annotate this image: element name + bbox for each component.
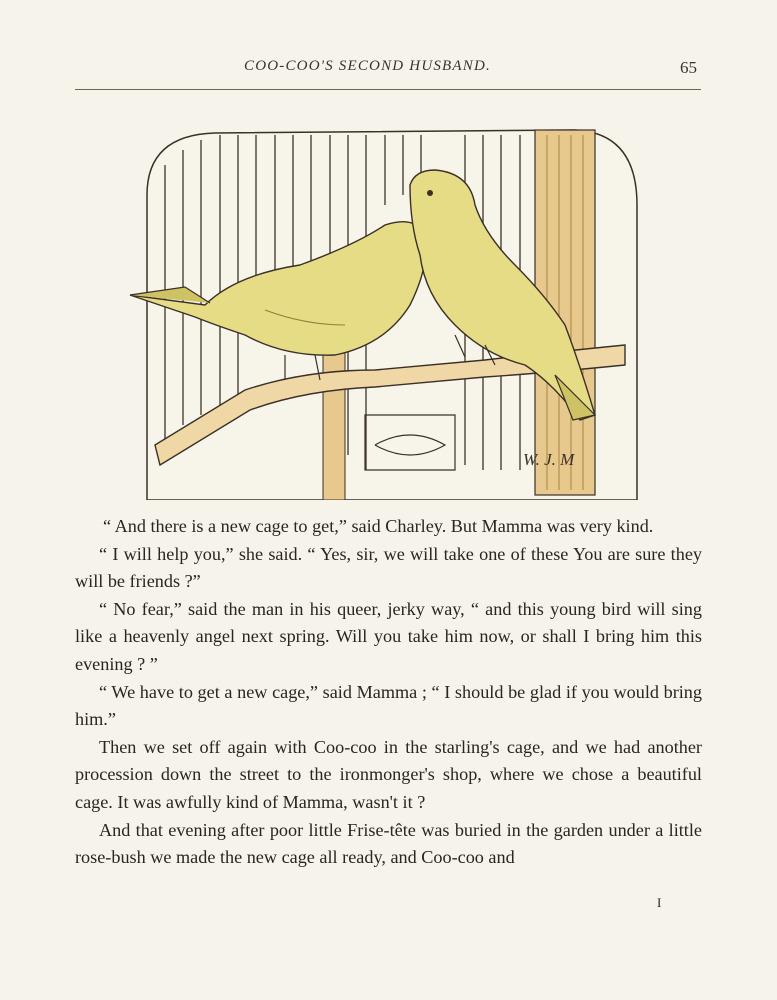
running-title: COO-COO'S SECOND HUSBAND. bbox=[244, 58, 491, 74]
header-rule bbox=[75, 89, 701, 90]
paragraph: “ And there is a new cage to get,” said Charley. But Mamma was very kind. bbox=[103, 516, 654, 536]
paragraph: Then we set off again with Coo-coo in the starling's cage, and we had another procession down the street to the ironmonger's shop, where we chose a beautiful cage. It was awfully kind of Mamma, wasn't it ? bbox=[75, 736, 702, 812]
signature-mark: I bbox=[657, 895, 662, 910]
page-body bbox=[75, 513, 702, 872]
canaries-illustration bbox=[125, 125, 645, 500]
paragraph: “ We have to get a new cage,” said Mamma ; “ I should be glad if you would bring him.” bbox=[75, 681, 702, 730]
paragraph: And that evening after poor little Frise-tête was buried in the garden under a little rose-bush we made the new cage all ready, and Coo-coo and bbox=[75, 819, 702, 868]
paragraph: “ No fear,” said the man in his queer, jerky way, “ and this young bird will sing like a heavenly angel next spring. Will you take him now, or shall I bring him this evening ? ” bbox=[75, 598, 702, 674]
page-number: 65 bbox=[680, 58, 697, 77]
artist-monogram: W. J. M bbox=[523, 450, 575, 469]
paragraph: “ I will help you,” she said. “ Yes, sir, we will take one of these You are sure they will be friends ?” bbox=[75, 543, 702, 592]
